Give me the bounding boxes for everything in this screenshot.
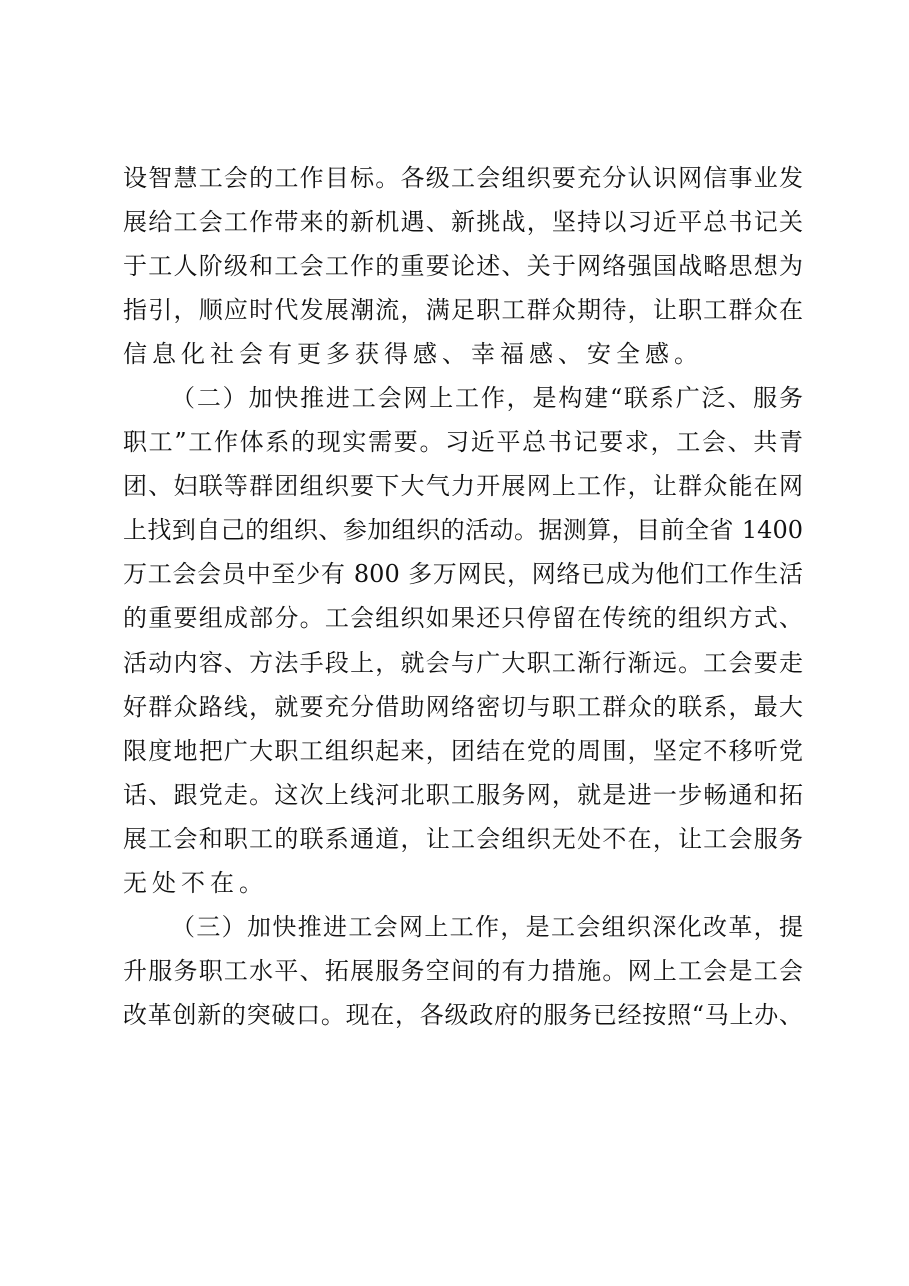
text-line: 团、妇联等群团组织要下大气力开展网上工作，让群众能在网	[123, 472, 803, 501]
text-line: 限度地把广大职工组织起来，团结在党的周围，坚定不移听党	[123, 736, 803, 765]
text-line: 指引，顺应时代发展潮流，满足职工群众期待，让职工群众在	[123, 296, 803, 325]
text-line: 上找到自己的组织、参加组织的活动。据测算，目前全省 1400	[123, 516, 803, 545]
text-line: （二）加快推进工会网上工作，是构建“联系广泛、服务	[171, 384, 803, 413]
text-line: 展工会和职工的联系通道，让工会组织无处不在，让工会服务	[123, 824, 803, 853]
text-line: 话、跟党走。这次上线河北职工服务网，就是进一步畅通和拓	[123, 780, 803, 809]
text-line: 的重要组成部分。工会组织如果还只停留在传统的组织方式、	[123, 604, 803, 633]
text-line: （三）加快推进工会网上工作，是工会组织深化改革，提	[171, 912, 803, 941]
text-line: 职工”工作体系的现实需要。习近平总书记要求，工会、共青	[123, 428, 803, 457]
text-line: 改革创新的突破口。现在，各级政府的服务已经按照“马上办、	[123, 1000, 803, 1029]
text-line: 万工会会员中至少有 800 多万网民，网络已成为他们工作生活	[123, 560, 803, 589]
text-line: 信息化社会有更多获得感、幸福感、安全感。	[123, 340, 703, 369]
document-body	[123, 156, 803, 1037]
text-line: 于工人阶级和工会工作的重要论述、关于网络强国战略思想为	[123, 252, 803, 281]
text-line: 活动内容、方法手段上，就会与广大职工渐行渐远。工会要走	[123, 648, 803, 677]
text-line: 无处不在。	[123, 868, 268, 897]
text-line: 展给工会工作带来的新机遇、新挑战，坚持以习近平总书记关	[123, 208, 803, 237]
text-line: 设智慧工会的工作目标。各级工会组织要充分认识网信事业发	[123, 164, 803, 192]
text-line: 升服务职工水平、拓展服务空间的有力措施。网上工会是工会	[123, 956, 803, 985]
text-line: 好群众路线，就要充分借助网络密切与职工群众的联系，最大	[123, 692, 803, 721]
